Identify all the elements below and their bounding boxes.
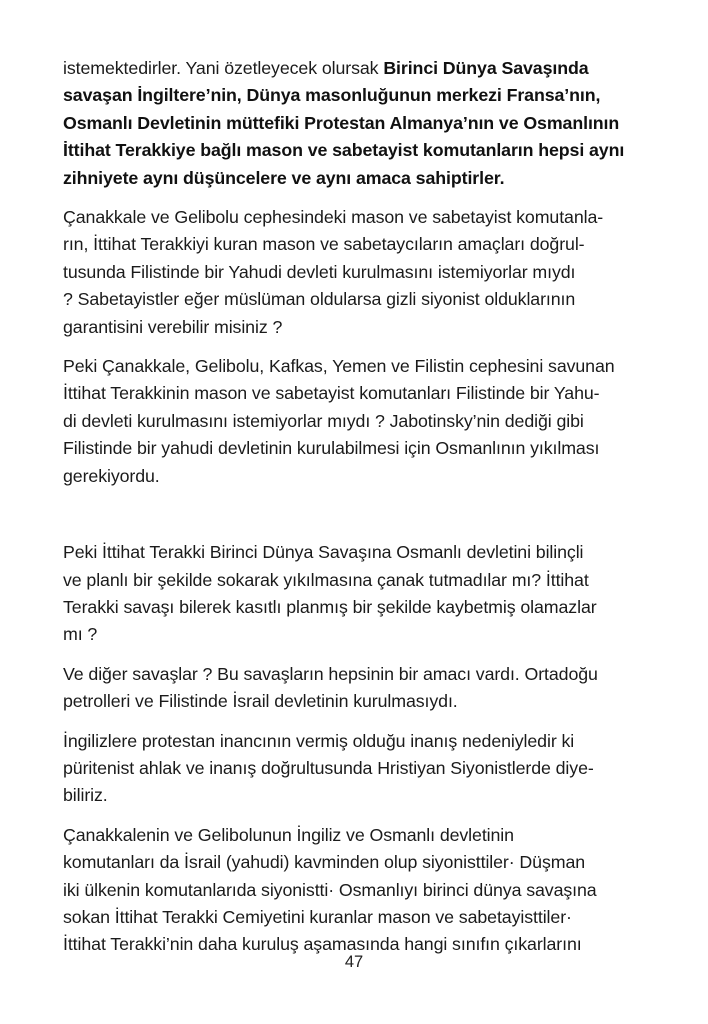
text-line — [63, 55, 663, 82]
text-line: tusunda Filistinde bir Yahudi devleti kurulmasını istemiyorlar mıydı — [63, 261, 576, 282]
text-line: İttihat Terakkiye bağlı mason ve sabetayist komutanların hepsi aynı — [63, 140, 625, 161]
text-line: ve planlı bir şekilde sokarak yıkılmasına çanak tutmadılar mı? İttihat — [63, 569, 589, 590]
text-line: Peki İttihat Terakki Birinci Dünya Savaşına Osmanlı devletini bilinçli — [63, 542, 584, 563]
text-line: Çanakkale ve Gelibolu cephesindeki mason ve sabetayist komutanla- — [63, 207, 604, 228]
text-line: di devleti kurulmasını istemiyorlar mıydı ? Jabotinsky’nin dediği gibi — [63, 410, 584, 431]
text-line: Terakki savaşı bilerek kasıtlı planmış bir şekilde kaybetmiş olamazlar — [63, 596, 597, 617]
paragraph — [63, 55, 663, 192]
text-line: mı ? — [63, 624, 98, 645]
text-line: Filistinde bir yahudi devletinin kurulabilmesi için Osmanlının yıkılması — [63, 438, 600, 459]
text-line: gerekiyordu. — [63, 465, 160, 486]
paragraph — [63, 204, 663, 341]
text-line: iki ülkenin komutanlarıda siyonistti· Osmanlıyı birinci dünya savaşına — [63, 879, 597, 900]
page-number: 47 — [344, 953, 364, 971]
paragraph — [63, 539, 663, 649]
text-line: garantisini verebilir misiniz ? — [63, 316, 283, 337]
text-line: Peki Çanakkale, Gelibolu, Kafkas, Yemen ve Filistin cephesini savunan — [63, 356, 615, 377]
text-line: İngilizlere protestan inancının vermiş olduğu inanış nedeniyledir ki — [63, 730, 575, 751]
text-line: savaşan İngiltere’nin, Dünya masonluğunun merkezi Fransa’nın, — [63, 85, 601, 106]
text-line: ? Sabetayistler eğer müslüman oldularsa gizli siyonist olduklarının — [63, 289, 576, 310]
text-line: sokan İttihat Terakki Cemiyetini kuranlar mason ve sabetayisttiler· — [63, 906, 572, 927]
text-line: Ve diğer savaşlar ? Bu savaşların hepsinin bir amacı vardı. Ortadoğu — [63, 663, 598, 684]
intro-text: istemektedirler. Yani özetleyecek olursak — [63, 58, 384, 78]
text-line: biliriz. — [63, 785, 108, 806]
paragraph — [63, 353, 663, 490]
text-block — [63, 55, 663, 971]
emphasis-text: Birinci Dünya Savaşında — [383, 58, 589, 78]
text-line: petrolleri ve Filistinde İsrail devletinin kurulmasıydı. — [63, 691, 458, 712]
text-line: rın, İttihat Terakkiyi kuran mason ve sabetaycıların amaçları doğrul- — [63, 234, 585, 255]
text-line: Çanakkalenin ve Gelibolunun İngiliz ve Osmanlı devletinin — [63, 824, 514, 845]
paragraph — [63, 822, 663, 959]
paragraph — [63, 661, 663, 716]
text-line: Osmanlı Devletinin müttefiki Protestan Almanya’nın ve Osmanlının — [63, 112, 620, 133]
text-line: zihniyete aynı düşüncelere ve aynı amaca sahiptirler. — [63, 167, 505, 188]
text-line: İttihat Terakki’nin daha kuruluş aşamasında hangi sınıfın çıkarlarını — [63, 934, 582, 955]
text-line: İttihat Terakkinin mason ve sabetayist komutanları Filistinde bir Yahu- — [63, 383, 600, 404]
text-line: püritenist ahlak ve inanış doğrultusunda Hristiyan Siyonistlerde diye- — [63, 757, 594, 778]
paragraph — [63, 728, 663, 810]
text-line: komutanları da İsrail (yahudi) kavminden olup siyonisttiler· Düşman — [63, 852, 586, 873]
